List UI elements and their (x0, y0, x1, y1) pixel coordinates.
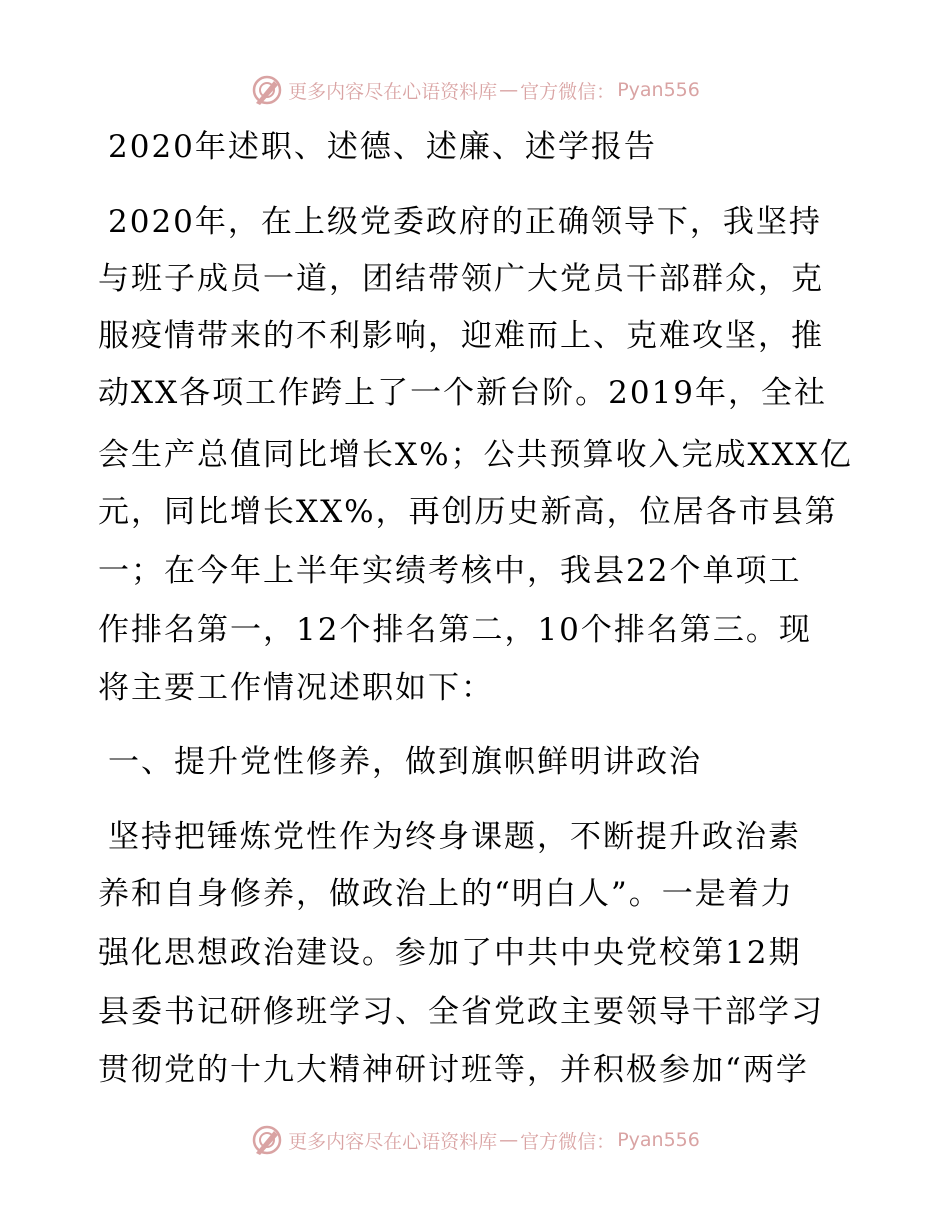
watermark-wechat-id: Pyan556 (617, 79, 700, 101)
watermark-wechat-id: Pyan556 (617, 1129, 700, 1151)
watermark-text: 更多内容尽在心语资料库 (288, 1130, 498, 1153)
paragraph1-line: 动XX各项工作跨上了一个新台阶。2019年，全社 (98, 375, 828, 411)
paragraph2-line: 养和自身修养，做政治上的“明白人”。一是着力 (98, 876, 794, 912)
paragraph1-line: 元，同比增长XX%，再创历史新高，位居各市县第 (98, 494, 838, 530)
section-heading: 一、提升党性修养，做到旗帜鲜明讲政治 (108, 744, 702, 780)
watermark-dash: — (499, 1129, 519, 1151)
paragraph2-line: 强化思想政治建设。参加了中共中央党校第12期 (98, 935, 802, 971)
watermark-text: 更多内容尽在心语资料库 (288, 80, 498, 103)
document-title: 2020年述职、述德、述廉、述学报告 (108, 129, 657, 165)
paragraph1-line: 服疫情带来的不利影响，迎难而上、克难攻坚，推 (98, 318, 824, 354)
watermark-header (0, 70, 950, 110)
paragraph2-line: 贯彻党的十九大精神研讨班等，并积极参加“两学 (98, 1052, 809, 1088)
watermark-wechat-label: 官方微信： (520, 80, 616, 103)
watermark-footer (0, 1120, 950, 1160)
paragraph2-line: 坚持把锤炼党性作为终身课题，不断提升政治素 (108, 819, 801, 855)
paragraph1-line: 2020年，在上级党委政府的正确领导下，我坚持 (108, 204, 822, 240)
paragraph2-line: 县委书记研修班学习、全省党政主要领导干部学习 (98, 994, 824, 1030)
paragraph1-line: 与班子成员一道，团结带领广大党员干部群众，克 (98, 261, 824, 297)
paragraph1-line: 一；在今年上半年实绩考核中，我县22个单项工 (98, 553, 802, 589)
paragraph1-line: 作排名第一，12个排名第二，10个排名第三。现 (98, 612, 812, 648)
watermark-dash: — (499, 79, 519, 101)
paragraph1-line: 会生产总值同比增长X%；公共预算收入完成XXX亿 (98, 437, 853, 473)
pen-logo-icon (250, 73, 284, 107)
watermark-wechat-label: 官方微信： (520, 1130, 616, 1153)
pen-logo-icon (250, 1123, 284, 1157)
paragraph1-line: 将主要工作情况述职如下： (98, 670, 494, 706)
